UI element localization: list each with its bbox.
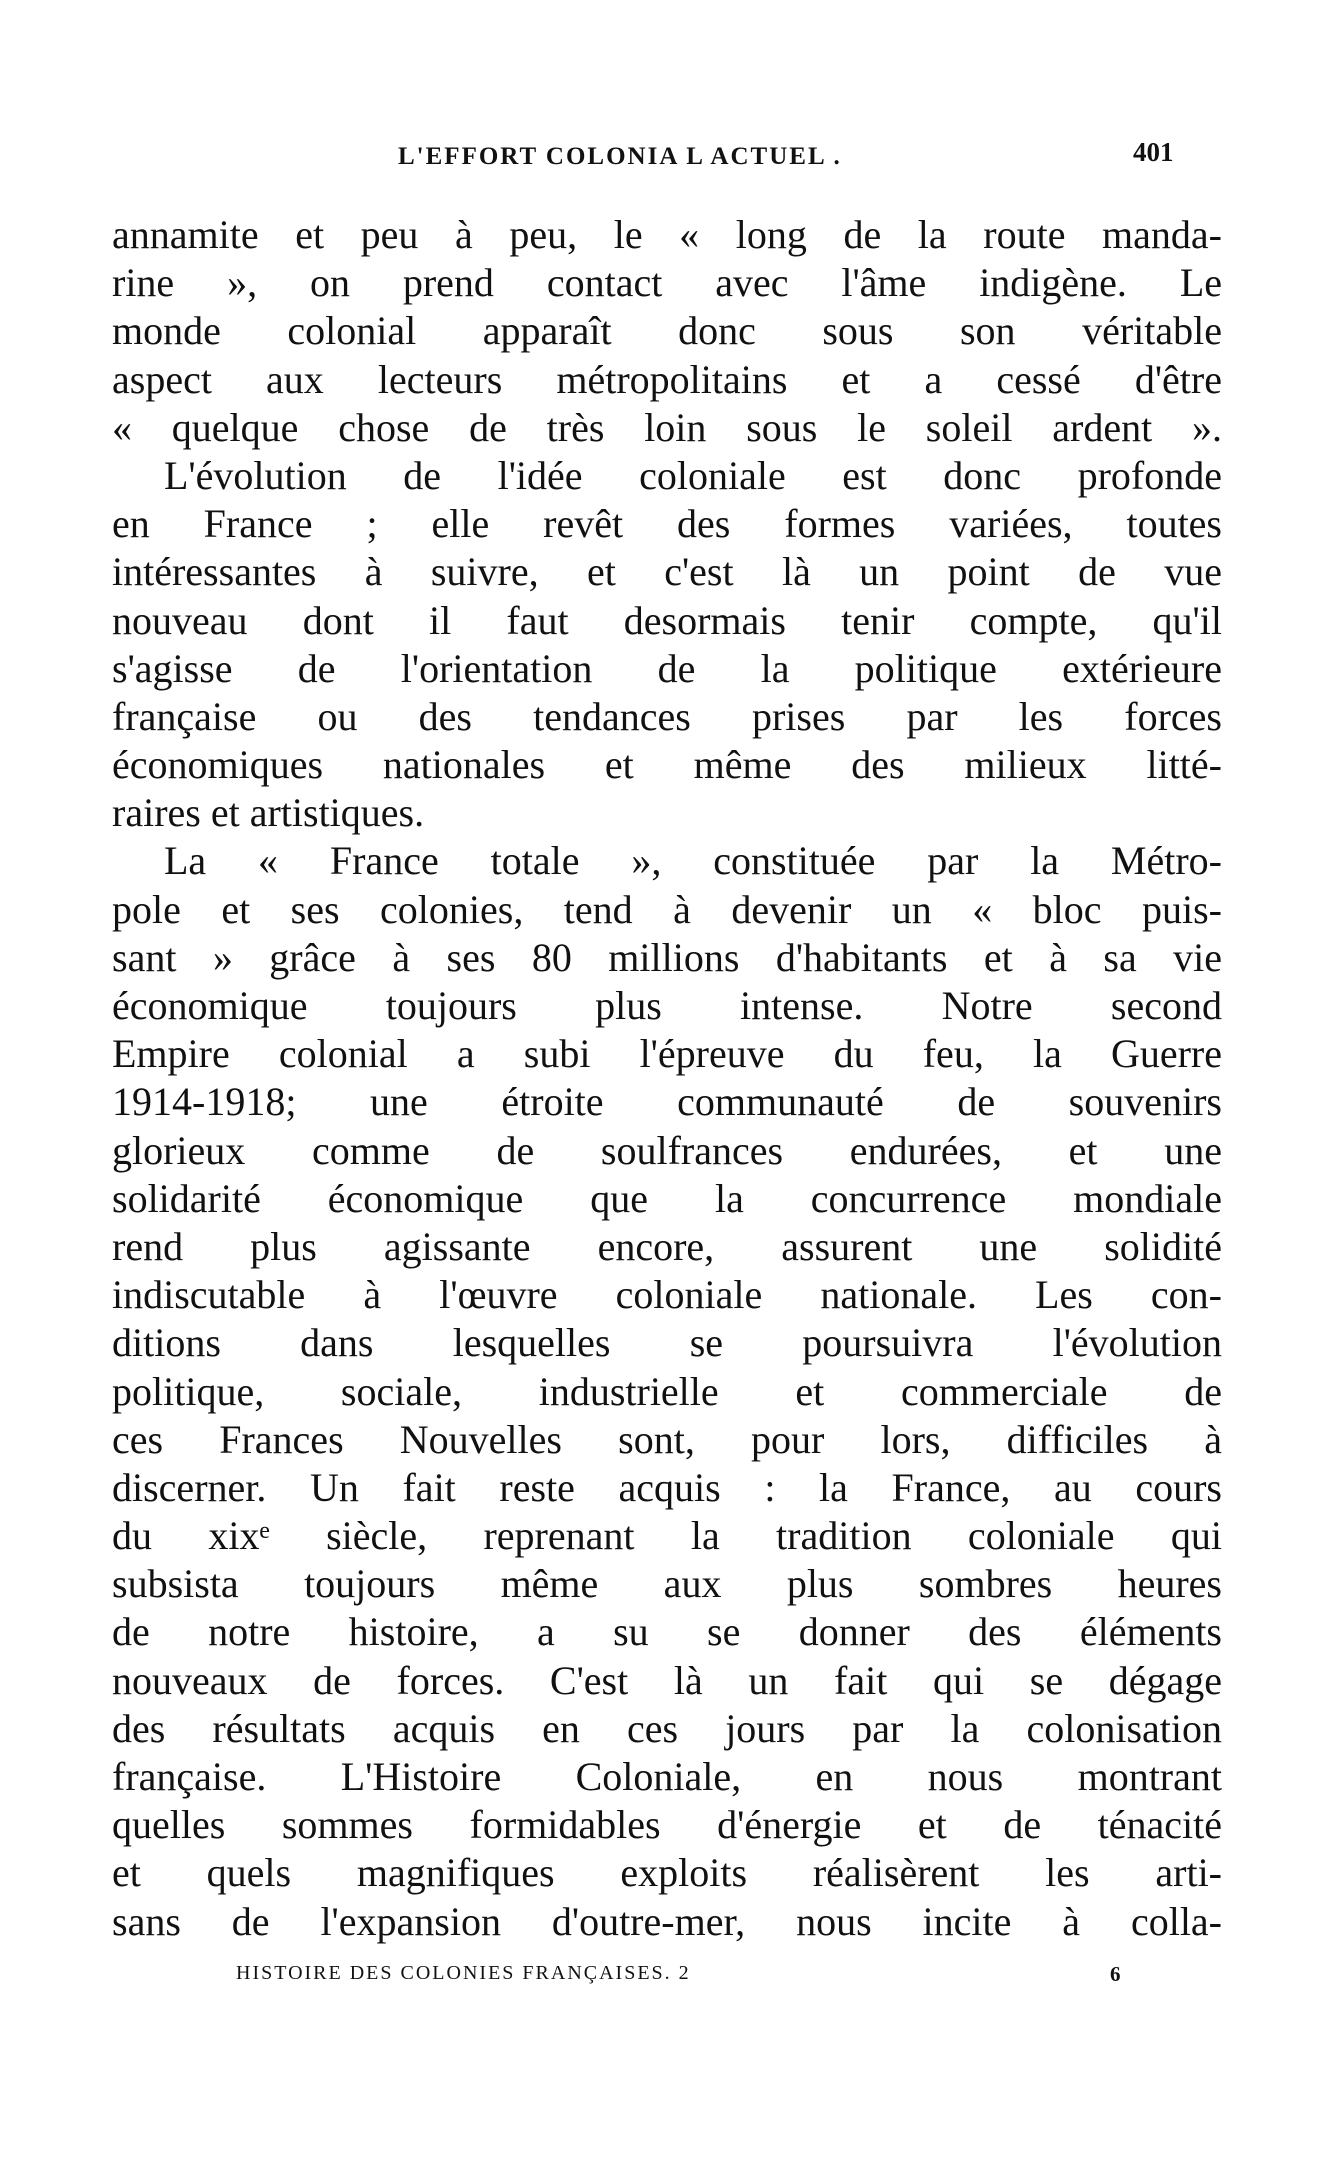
text-line: s'agisse de l'orientation de la politique extérieure	[112, 645, 1222, 691]
text-line: quelles sommes formidables d'énergie et de ténacité	[112, 1802, 1222, 1848]
text-line: économiques nationales et même des milieux litté-	[112, 742, 1222, 788]
text-line: discerner. Un fait reste acquis : la France, au cours	[112, 1464, 1222, 1510]
paragraph-start-line: L'évolution de l'idée coloniale est donc profonde	[164, 452, 1222, 498]
text-line: nouveaux de forces. C'est là un fait qui se dégage	[112, 1657, 1222, 1703]
text-line: française ou des tendances prises par les forces	[112, 693, 1222, 739]
running-head: L'EFFORT COLONIA L ACTUEL .	[398, 143, 842, 170]
text-line: rine », on prend contact avec l'âme indigène. Le	[112, 260, 1222, 306]
text-line: ces Frances Nouvelles sont, pour lors, difficiles à	[112, 1416, 1222, 1462]
text-line: des résultats acquis en ces jours par la colonisation	[112, 1705, 1222, 1751]
page-number: 401	[1133, 137, 1174, 167]
text-line: en France ; elle revêt des formes variées, toutes	[112, 501, 1222, 547]
text-line: indiscutable à l'œuvre coloniale nationale. Les con-	[112, 1272, 1222, 1318]
text-line: solidarité économique que la concurrence mondiale	[112, 1175, 1222, 1221]
text-line: rend plus agissante encore, assurent une solidité	[112, 1223, 1222, 1269]
text-line: subsista toujours même aux plus sombres heures	[112, 1561, 1222, 1607]
text-line: sant » grâce à ses 80 millions d'habitants et à sa vie	[112, 934, 1222, 980]
text-line: du xixᵉ siècle, reprenant la tradition coloniale qui	[112, 1513, 1222, 1559]
footer-signature-mark: 6	[1110, 1962, 1121, 1986]
text-line: annamite et peu à peu, le « long de la route manda-	[112, 212, 1222, 257]
text-line: française. L'Histoire Coloniale, en nous montrant	[112, 1754, 1222, 1799]
body-text	[112, 211, 1222, 1946]
text-line: sans de l'expansion d'outre-mer, nous incite à colla-	[112, 1898, 1222, 1944]
text-line: 1914-1918; une étroite communauté de souvenirs	[112, 1079, 1222, 1125]
text-line: politique, sociale, industrielle et commerciale de	[112, 1368, 1222, 1414]
text-line: monde colonial apparaît donc sous son véritable	[112, 308, 1222, 354]
text-line: économique toujours plus intense. Notre second	[112, 983, 1222, 1028]
text-line: glorieux comme de soulfrances endurées, et une	[112, 1127, 1222, 1173]
paragraph-end-line: raires et artistiques.	[112, 790, 425, 836]
paragraph-start-line: La « France totale », constituée par la Métro-	[164, 838, 1222, 884]
text-line: ditions dans lesquelles se poursuivra l'évolution	[112, 1320, 1222, 1366]
text-line: de notre histoire, a su se donner des éléments	[112, 1609, 1222, 1655]
text-line: Empire colonial a subi l'épreuve du feu, la Guerre	[112, 1031, 1222, 1077]
text-line: pole et ses colonies, tend à devenir un « bloc puis-	[112, 886, 1222, 932]
footer-book-title: HISTOIRE DES COLONIES FRANÇAISES. 2	[236, 1962, 691, 1984]
text-line: aspect aux lecteurs métropolitains et a cessé d'être	[112, 356, 1222, 402]
text-line: « quelque chose de très loin sous le soleil ardent ».	[112, 404, 1222, 450]
text-line: nouveau dont il faut desormais tenir compte, qu'il	[112, 597, 1222, 643]
text-line: et quels magnifiques exploits réalisèrent les arti-	[112, 1850, 1222, 1896]
text-line: intéressantes à suivre, et c'est là un point de vue	[112, 549, 1222, 595]
